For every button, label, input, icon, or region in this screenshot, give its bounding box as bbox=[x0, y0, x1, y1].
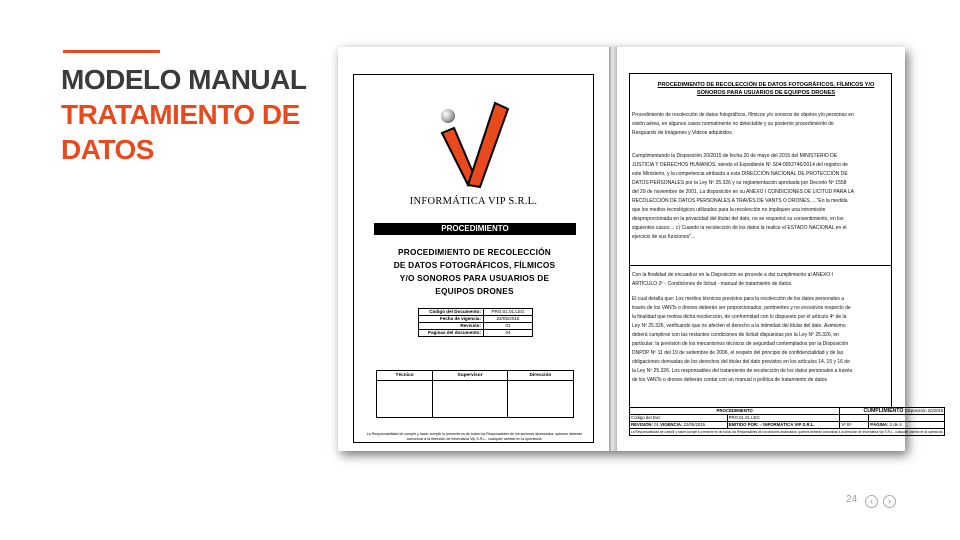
footer-v-logo-icon: ✓ bbox=[759, 422, 764, 427]
signature-table bbox=[376, 370, 574, 418]
document-info-table bbox=[418, 308, 533, 337]
footer-cumplimiento bbox=[840, 408, 945, 415]
cover-footnote: La Responsabilidad de cumplir y hacer cumplir lo presente es de todos los Responsables de los sectores alcanzados, quienes deberán comunicar a la dirección de Informática Vip S.R.L., cualquier cambio en la operatoria. bbox=[366, 432, 583, 441]
document-footer bbox=[629, 407, 944, 445]
info-value: 22/05/2015 bbox=[484, 316, 533, 323]
signature-cell bbox=[377, 381, 433, 418]
paragraph-4: El cual detalla que: Los medios técnicos previstos para la recolección de los datos personales a través de los VANTs o drones deberán ser proporcionados, pertinentes y no excesivos respecto de la finalidad que motiva dicha recolección, de conformidad con lo dispuesto por el artículo 4º de la Ley Nº 25.326, verificando que no afecten el derecho a la intimidad del titular del dato. Asimismo deberá cumplirse con las restantes condiciones de licitud dispuestas por la Ley Nº 25.326, en particular: la previsión de los mecanismos técnicos de seguridad contemplados por la Disposición DNPDP Nº 11 del 19 de setiembre de 2006, el respeto del principio de confidencialidad y de las obligaciones derivadas de los derechos del titular del dato previstos en los artículos 14, 15 y 16 de la Ley Nº 25.326. Los responsables del tratamiento de recolección de los datos personales a través de los VANTs o drones deberán contar con un manual o política de tratamiento de datos bbox=[632, 296, 853, 383]
signature-header-direccion: Dirección bbox=[507, 371, 573, 381]
footer-pagina-value: 2 de 4 bbox=[889, 422, 902, 427]
slide-title bbox=[61, 62, 306, 167]
info-key: Paginas del documento: bbox=[419, 330, 484, 337]
content-body-2 bbox=[632, 152, 854, 248]
footer-blank bbox=[869, 415, 945, 422]
cover-title-line: PROCEDIMIENTO DE RECOLECCIÓN bbox=[398, 247, 551, 257]
signature-header-supervisor: Supervisor bbox=[433, 371, 508, 381]
cover-frame bbox=[353, 74, 594, 443]
footer-blank bbox=[840, 415, 869, 422]
footer-vigencia-label: VIGENCIA: bbox=[660, 422, 683, 427]
paragraph-2: Cumplimentando la Disposición 20/2015 de fecha 20 de mayo del 2015 del MINISTERIO DE JUSTICIA Y DERECHOS HUMANOS, siendo el Expediente Nº S04:0052746/2014 del registro de este Ministerio, y la competencia atribuida a esta DIRECCIÓN NACIONAL DE PROTECCIÓN DE DATOS PERSONALES por la Ley Nº 25.326 y su reglamentación aprobada por Decreto Nº 1558 del 29 de noviembre de 2001. La disposición en su ANEXO I CONDICIONES DE LICITUD PARA LA RECOLECCIÓN DE DATOS PERSONALES A TRAVÉS DE VANTS O DRONES, ..."En la medida que los medios tecnológicos utilizados para la recolección no impliquen una intromisión desproporcionada en la privacidad del titular del dato, no se requerirá su consentimiento, en los siguientes casos:... c) Cuando la recolección de los datos la realice el ESTADO NACIONAL en el ejercicio de sus funciones"... bbox=[632, 153, 854, 240]
footer-emitido-value: INFORMÁTICA VIP S.R.L. bbox=[763, 422, 815, 427]
footer-revision-value: 01 bbox=[654, 422, 659, 427]
footer-emitido bbox=[727, 422, 840, 429]
content-body-3 bbox=[632, 271, 854, 391]
slide-number: 24 bbox=[846, 494, 858, 505]
info-key: Fecha de vigencia: bbox=[419, 316, 484, 323]
info-row bbox=[419, 323, 533, 330]
prev-slide-button[interactable] bbox=[865, 495, 878, 508]
footer-vigencia-value: 22/05/2015 bbox=[683, 422, 706, 427]
signature-cell bbox=[507, 381, 573, 418]
content-page bbox=[617, 47, 944, 451]
title-accent-line bbox=[63, 50, 160, 53]
info-value: 04 bbox=[484, 330, 533, 337]
info-key: Código del Documento: bbox=[419, 309, 484, 316]
paragraph-1: Procedimiento de recolección de datos fotográficos, fílmicos y/o sonoros de objetos y/o personas en visión aérea, en algunos casos normalmente no detectable y su posterior procedimiento de Resguardo de Imágenes y Videos adquiridos. bbox=[632, 112, 854, 136]
footer-pagina bbox=[869, 422, 945, 429]
footer-procedimiento: PROCEDIMIENTO bbox=[630, 408, 840, 415]
info-row bbox=[419, 330, 533, 337]
signature-cell bbox=[433, 381, 508, 418]
company-name: INFORMÁTICA VIP S.R.L. bbox=[409, 196, 538, 207]
footer-revision bbox=[630, 422, 728, 429]
footer-revision-label: REVISIÓN: bbox=[631, 422, 653, 427]
content-heading: PROCEDIMIENTO DE RECOLECCIÓN DE DATOS FOTOGRÁFICOS, FÍLMICOS Y/O SONOROS PARA USUARIOS DE EQUIPOS DRONES bbox=[657, 82, 875, 96]
cover-page bbox=[338, 47, 609, 451]
footer-cumplimiento-label: CUMPLIMIENTO bbox=[863, 408, 904, 414]
page-gutter bbox=[609, 47, 617, 451]
cover-document-title bbox=[364, 246, 585, 298]
footer-cod-label: Código del Doc: bbox=[630, 415, 728, 422]
info-key: Revisión: bbox=[419, 323, 484, 330]
cover-title-line: EQUIPOS DRONES bbox=[435, 286, 514, 296]
title-line-2: TRATAMIENTO DE bbox=[61, 99, 300, 130]
info-value: PRO.01.01.LEG bbox=[484, 309, 533, 316]
next-slide-button[interactable] bbox=[883, 495, 896, 508]
chevron-left-icon: ‹ bbox=[870, 496, 873, 506]
title-line-1: MODELO MANUAL bbox=[61, 64, 307, 95]
document-spread bbox=[338, 47, 944, 451]
procedimiento-band: PROCEDIMIENTO bbox=[374, 223, 576, 235]
footer-vb: Vº Bº bbox=[840, 422, 869, 429]
vip-logo-icon bbox=[432, 95, 512, 193]
footer-disposicion: Disposición 20/2015 bbox=[904, 408, 944, 413]
info-row bbox=[419, 316, 533, 323]
footer-table bbox=[629, 407, 945, 436]
content-body bbox=[632, 111, 854, 144]
footer-footnote: La Responsabilidad de cumplir y hacer cumplir lo presente es de todos los Responsables de los sectores alcanzados, quienes deberán comunicar a la dirección de Informática Vip S.R.L., cualquier cambio en la operatoria. bbox=[631, 430, 944, 434]
cover-title-line: Y/O SONOROS PARA USUARIOS DE bbox=[399, 273, 550, 283]
footer-cod-value: PRO.01.01.LEG bbox=[727, 415, 840, 422]
footer-pagina-label: PÁGINA: bbox=[870, 422, 889, 427]
info-row bbox=[419, 309, 533, 316]
title-line-3: DATOS bbox=[61, 134, 154, 165]
paragraph-3: Con la finalidad de encuadrar en la Disposición se procede a dar cumplimiento al ANEXO I ARTÍCULO 2º - Condiciones de licitud - manual de tratamiento de datos. bbox=[632, 272, 833, 287]
signature-header-tecnico: Técnico bbox=[377, 371, 433, 381]
chevron-right-icon: › bbox=[888, 496, 891, 506]
footer-emitido-label: EMITIDO POR: bbox=[728, 422, 759, 427]
info-value: 01 bbox=[484, 323, 533, 330]
cover-title-line: DE DATOS FOTOGRÁFICOS, FÍLMICOS bbox=[393, 260, 556, 270]
section-divider bbox=[629, 265, 892, 266]
